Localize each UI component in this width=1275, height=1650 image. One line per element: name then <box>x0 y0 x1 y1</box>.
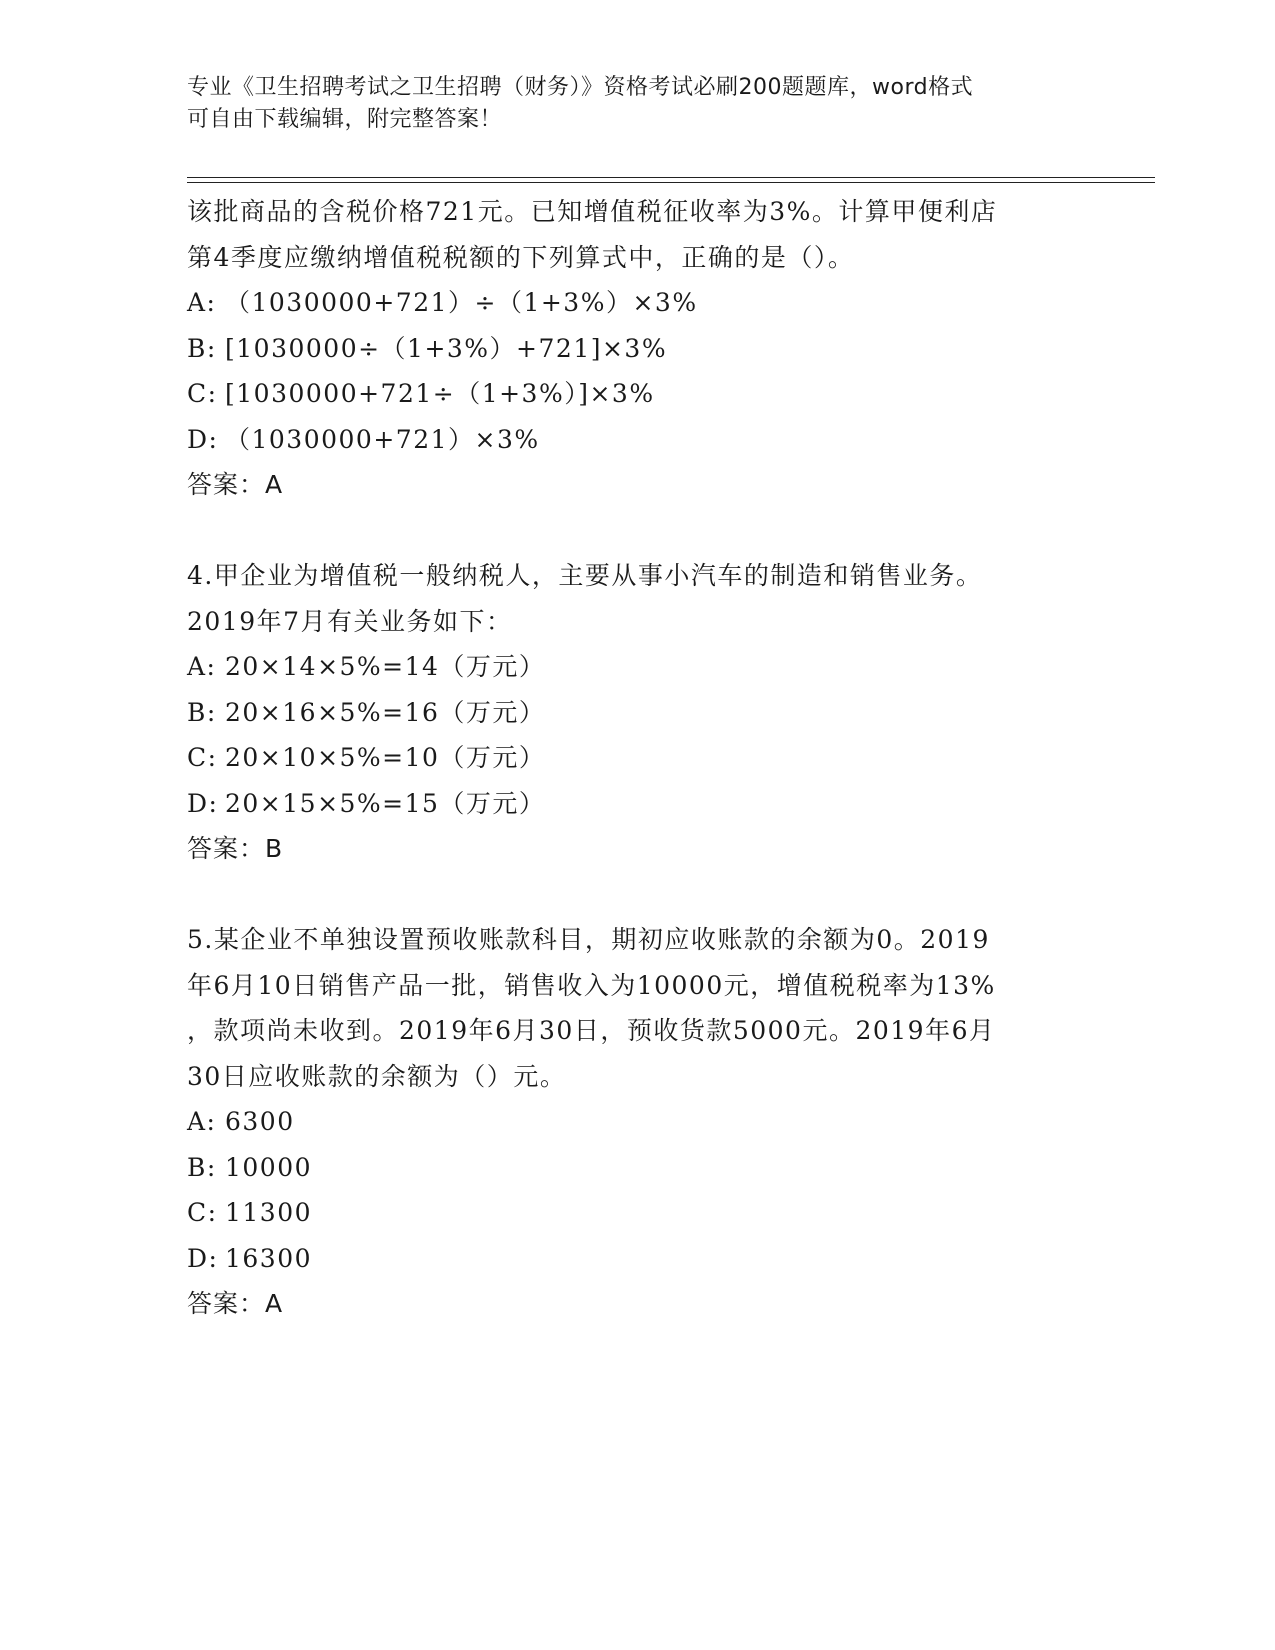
question-3 <box>187 189 1087 508</box>
header-divider-bottom <box>187 182 1155 183</box>
header-line-1: 专业《卫生招聘考试之卫生招聘（财务）》资格考试必刷200题题库，word格式 <box>187 75 974 100</box>
option-label: A: <box>187 652 217 681</box>
option-label: B: <box>187 333 217 363</box>
option-label: D: <box>187 1243 219 1273</box>
option-text: （1030000+721）×3% <box>225 424 540 454</box>
option-label: B: <box>187 1152 217 1182</box>
option-label: C: <box>187 1198 218 1227</box>
option-label: A: <box>187 1107 217 1136</box>
option-text: 20×14×5%=14（万元） <box>225 652 546 681</box>
option-b <box>187 690 1087 736</box>
header-divider-top <box>187 177 1155 178</box>
question-text-line: 2019年7月有关业务如下： <box>187 606 513 636</box>
spacer <box>187 872 1087 918</box>
question-text-line: ，款项尚未收到。2019年6月30日，预收货款5000元。2019年6月 <box>187 1016 996 1045</box>
option-b <box>187 326 1087 372</box>
option-label: C: <box>187 379 218 408</box>
option-a <box>187 280 1087 326</box>
option-c <box>187 1190 1087 1236</box>
option-d <box>187 417 1087 463</box>
option-label: C: <box>187 743 218 772</box>
option-c <box>187 735 1087 781</box>
question-text-line: 该批商品的含税价格721元。已知增值税征收率为3%。计算甲便利店 <box>187 197 998 226</box>
option-label: D: <box>187 424 219 454</box>
option-d <box>187 1236 1087 1282</box>
option-d <box>187 781 1087 827</box>
answer-line: 答案：B <box>187 834 284 863</box>
answer-line: 答案：A <box>187 470 284 499</box>
question-5 <box>187 917 1087 1327</box>
option-text: 6300 <box>225 1107 295 1136</box>
question-text-line: 30日应收账款的余额为（）元。 <box>187 1061 567 1091</box>
option-b <box>187 1145 1087 1191</box>
option-text: 10000 <box>225 1152 313 1182</box>
question-4 <box>187 553 1087 872</box>
option-a <box>187 1099 1087 1145</box>
option-text: 20×15×5%=15（万元） <box>225 788 546 818</box>
answer-line: 答案：A <box>187 1289 284 1318</box>
question-text-line: 年6月10日销售产品一批，销售收入为10000元，增值税税率为13% <box>187 970 996 1000</box>
option-text: （1030000+721）÷（1+3%）×3% <box>225 288 698 317</box>
option-label: B: <box>187 697 217 727</box>
option-a <box>187 644 1087 690</box>
option-text: [1030000÷（1+3%）+721]×3% <box>225 333 668 363</box>
spacer <box>187 508 1087 554</box>
option-text: [1030000+721÷（1+3%）]×3% <box>225 379 655 408</box>
question-text-line: 4.甲企业为增值税一般纳税人，主要从事小汽车的制造和销售业务。 <box>187 561 983 590</box>
option-c <box>187 371 1087 417</box>
option-label: A: <box>187 288 217 317</box>
option-text: 20×16×5%=16（万元） <box>225 697 546 727</box>
option-label: D: <box>187 788 219 818</box>
header-line-2: 可自由下载编辑，附完整答案！ <box>187 107 503 132</box>
document-body <box>187 189 1087 1327</box>
option-text: 16300 <box>225 1243 313 1273</box>
option-text: 11300 <box>225 1198 313 1227</box>
question-text-line: 第4季度应缴纳增值税税额的下列算式中，正确的是（）。 <box>187 242 855 272</box>
document-header <box>187 72 1067 136</box>
question-text-line: 5.某企业不单独设置预收账款科目，期初应收账款的余额为0。2019 <box>187 925 990 954</box>
option-text: 20×10×5%=10（万元） <box>225 743 546 772</box>
